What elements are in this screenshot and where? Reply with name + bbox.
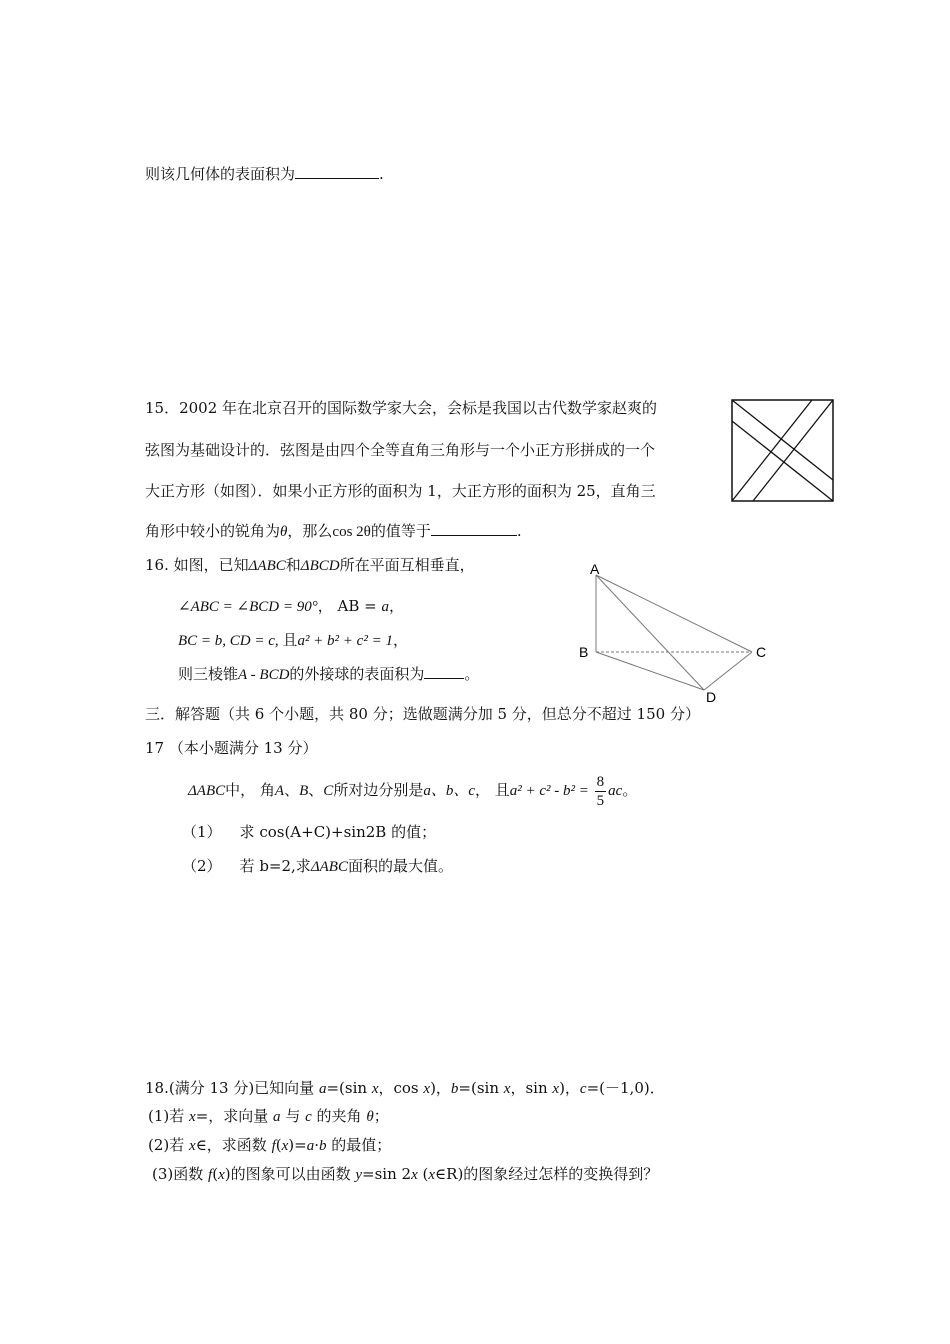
tetrahedron-figure [574, 560, 774, 706]
q16-line-2: ∠ABC = ∠BCD = 90°， AB = a， [178, 597, 404, 615]
q18-line-4: (3)函数 f(x)的图象可以由函数 y=sin 2x (x∈R)的图象经过怎样的变换得到？ [152, 1165, 659, 1183]
q15-line-2: 弦图为基础设计的．弦图是由四个全等直角三角形与一个小正方形拼成的一个 [145, 441, 656, 459]
fraction-8-5: $\frac{8}{5}$ [596, 773, 605, 809]
q17-part-2: （2） 若 b=2,求ΔABC面积的最大值。 [182, 857, 453, 875]
q14-tail: 则该几何体的表面积为 . [145, 165, 384, 183]
q16-line-3: BC = b, CD = c, 且a² + b² + c² = 1， [178, 631, 408, 649]
answer-blank-15[interactable] [431, 521, 517, 536]
answer-blank-14[interactable] [295, 164, 379, 179]
q18-line-2: (1)若 x=，求向量 a 与 c 的夹角 θ； [148, 1107, 389, 1125]
vertex-label-b: B [579, 644, 589, 660]
q15-line-1: 15．2002 年在北京召开的国际数学家大会，会标是我国以古代数学家赵爽的 [145, 399, 658, 417]
q16-line-4: 则三棱锥A - BCD的外接球的表面积为 。 [178, 665, 480, 683]
string-diagram-figure [730, 398, 836, 504]
vertex-label-a: A [590, 561, 600, 577]
q15-line-4: 角形中较小的锐角为θ，那么cos 2θ的值等于 . [145, 522, 522, 540]
q15-line-3: 大正方形（如图）．如果小正方形的面积为 1，大正方形的面积为 25，直角三 [145, 482, 656, 500]
vertex-label-c: C [756, 644, 767, 660]
q17-statement: ΔABC中， 角A、B、C所对边分别是a、b、c， 且a² + c² - b² = $\frac{8}{5}$ ac。 [188, 773, 638, 809]
vertex-label-d: D [706, 689, 717, 705]
q18-line-1: 18.(满分 13 分)已知向量 a=(sin x，cos x)，b=(sin x，sin x)，c=(－1,0)． [145, 1079, 665, 1097]
q17-title: 17 （本小题满分 13 分） [145, 739, 318, 757]
q16-line-1: 16. 如图，已知ΔABC和ΔBCD所在平面互相垂直， [145, 556, 475, 574]
q18-line-3: (2)若 x∈，求函数 f(x)=a·b 的最值； [148, 1136, 392, 1154]
section-3-heading: 三．解答题（共 6 个小题，共 80 分；选做题满分加 5 分，但总分不超过 150 分） [145, 705, 700, 723]
answer-blank-16[interactable] [424, 664, 464, 679]
q17-part-1: （1） 求 cos(A+C)+sin2B 的值； [182, 823, 437, 841]
